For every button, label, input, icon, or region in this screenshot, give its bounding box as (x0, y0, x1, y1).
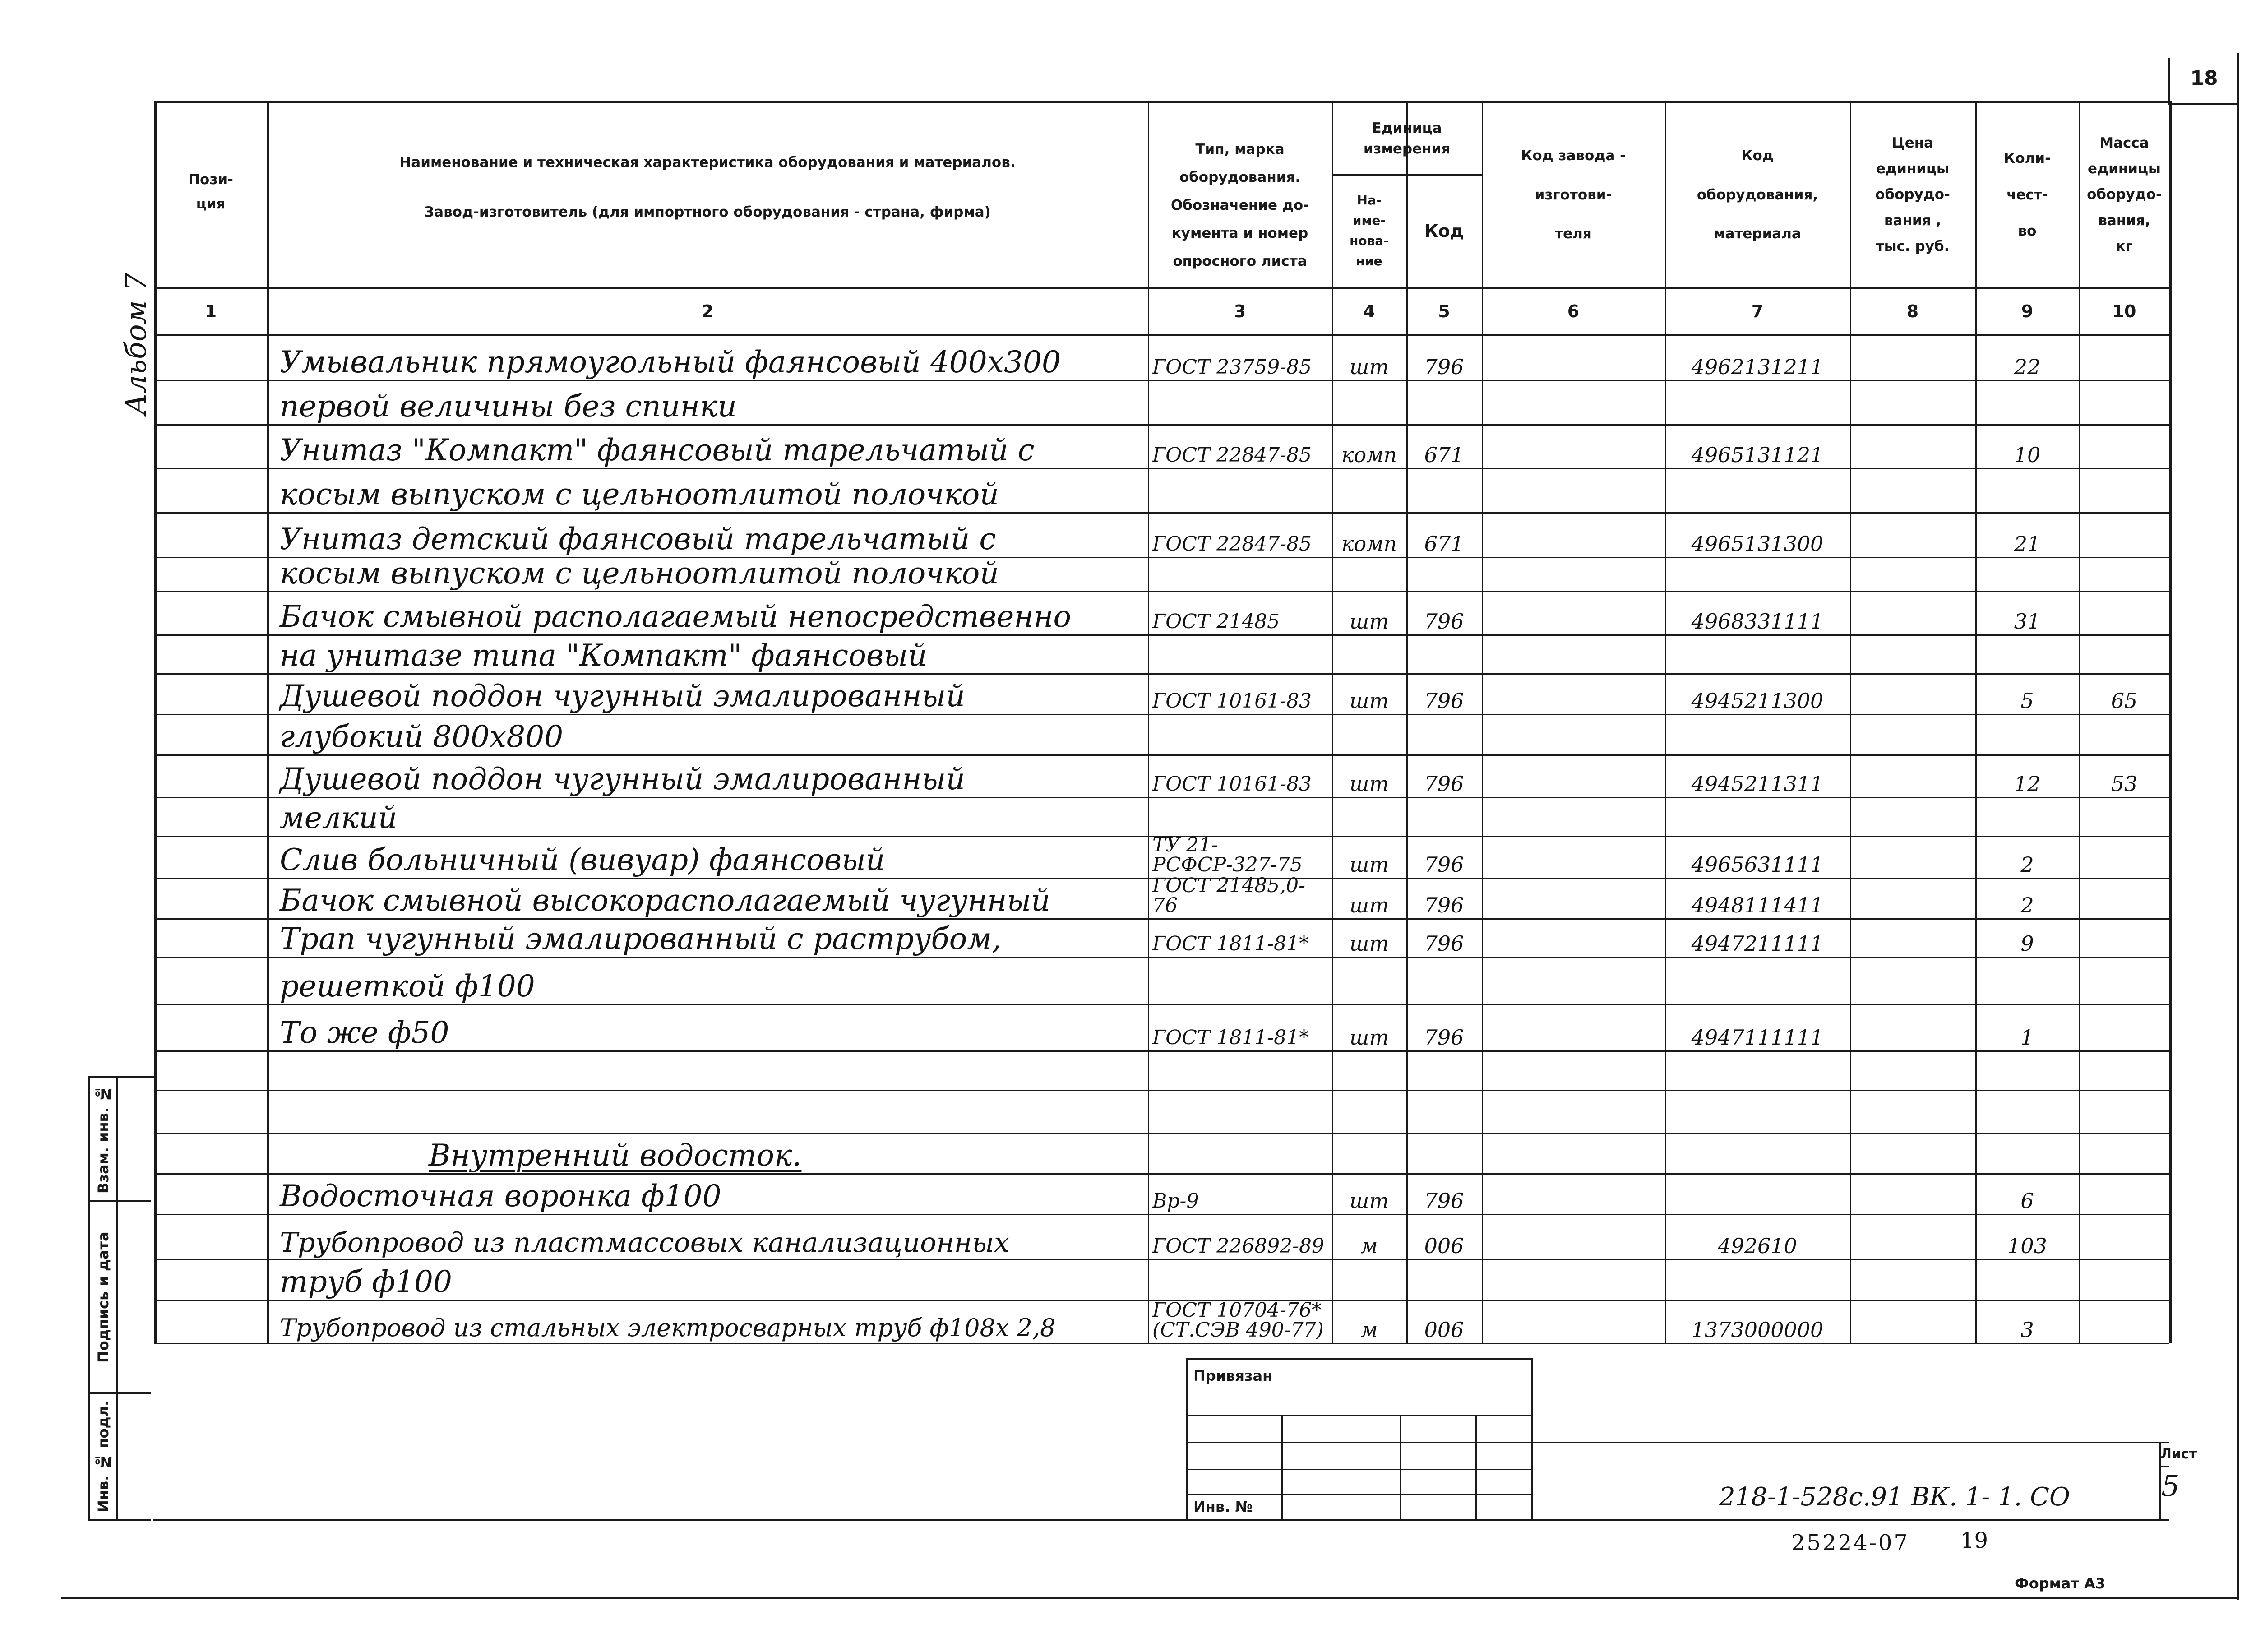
row-22-unit: м (1360, 1234, 1378, 1258)
row-18-unit (1332, 1050, 1406, 1090)
column-number-6: 6 (1567, 301, 1580, 321)
row-5-mass (2079, 512, 2169, 557)
row-22-mass (2079, 1214, 2169, 1259)
row-21-mass (2079, 1173, 2169, 1214)
row-16-name: решеткой ф100 (280, 969, 535, 1004)
row-18-doc (1152, 1050, 1330, 1090)
row-3-qty: 10 (2014, 443, 2041, 467)
header-factory-code: Код завода - изготови- теля (1521, 147, 1626, 242)
row-9-code: 796 (1424, 689, 1464, 713)
column-number-10: 10 (2112, 301, 2136, 321)
row-21-unit: шт (1349, 1189, 1389, 1213)
row-20-name: Внутренний водосток. (429, 1138, 802, 1173)
row-6-code (1406, 557, 1482, 591)
row-22-eq: 492610 (1718, 1234, 1797, 1258)
row-12-name: мелкий (280, 801, 398, 835)
row-3-unit: комп (1341, 443, 1397, 467)
row-15-qty: 9 (2020, 931, 2034, 956)
row-17-code: 796 (1424, 1025, 1464, 1050)
row-4-name: косым выпуском с цельноотлитой полочкой (280, 477, 999, 512)
row-12-eq (1665, 797, 1850, 836)
row-11-unit: шт (1349, 772, 1389, 796)
row-19-code (1406, 1090, 1482, 1133)
row-21-qty: 6 (2020, 1189, 2034, 1213)
row-15-code: 796 (1424, 931, 1464, 956)
column-number-4: 4 (1363, 301, 1375, 321)
row-17-doc: ГОСТ 1811-81* (1152, 1026, 1309, 1049)
side-stamp-inv-podl: Инв. № подл. (95, 1400, 112, 1513)
row-3-doc: ГОСТ 22847-85 (1152, 444, 1312, 467)
row-5-unit: комп (1341, 532, 1397, 556)
row-19-qty (1975, 1090, 2079, 1133)
row-16-code (1406, 957, 1482, 1004)
row-2-name: первой величины без спинки (280, 389, 737, 424)
row-15-doc: ГОСТ 1811-81* (1152, 932, 1309, 955)
row-7-mass (2079, 591, 2169, 634)
row-5-doc: ГОСТ 22847-85 (1152, 532, 1312, 555)
row-8-eq (1665, 634, 1850, 673)
row-16-mass (2079, 957, 2169, 1004)
row-8-doc (1152, 634, 1330, 673)
row-7-name: Бачок смывной располагаемый непосредственно (280, 599, 1072, 634)
row-3-mass (2079, 424, 2169, 468)
row-14-unit: шт (1349, 893, 1389, 917)
row-13-eq: 4965631111 (1691, 852, 1824, 877)
row-18-qty (1975, 1050, 2079, 1090)
header-name-line1: Наименование и техническая характеристика оборудования и материалов. (399, 154, 1016, 171)
row-20-mass (2079, 1133, 2169, 1173)
row-1-name: Умывальник прямоугольный фаянсовый 400х300 (280, 345, 1061, 379)
row-17-name: То же ф50 (280, 1015, 449, 1050)
row-9-doc: ГОСТ 10161-83 (1152, 689, 1312, 713)
row-15-mass (2079, 918, 2169, 957)
row-6-mass (2079, 557, 2169, 591)
bottom-border (61, 1597, 2239, 1599)
column-number-8: 8 (1906, 301, 1919, 321)
row-19-name (280, 1090, 1148, 1133)
row-23-eq (1665, 1259, 1850, 1300)
row-1-qty: 22 (2014, 355, 2041, 379)
row-12-mass (2079, 797, 2169, 836)
row-18-name (280, 1050, 1148, 1090)
row-1-doc: ГОСТ 23759-85 (1152, 356, 1312, 379)
row-7-code: 796 (1424, 609, 1464, 634)
header-type-mark: Тип, марка оборудования. Обозначение до- кумента и номер опросного листа (1170, 141, 1309, 269)
row-17-unit: шт (1349, 1025, 1389, 1050)
row-10-mass (2079, 714, 2169, 754)
row-23-doc (1152, 1259, 1330, 1300)
header-name-line2: Завод-изготовитель (для импортного оборудования - страна, фирма) (424, 204, 991, 220)
row-19-mass (2079, 1090, 2169, 1133)
row-14-qty: 2 (2020, 893, 2034, 917)
row-15-name: Трап чугунный эмалированный с раструбом, (280, 921, 1002, 956)
side-stamp-podpis: Подпись и дата (95, 1231, 112, 1363)
row-8-code (1406, 634, 1482, 673)
header-unit: Единица измерения (1363, 120, 1451, 157)
row-7-doc: ГОСТ 21485 (1152, 610, 1280, 633)
row-19-doc (1152, 1090, 1330, 1133)
row-2-eq (1665, 380, 1850, 424)
row-11-name: Душевой поддон чугунный эмалированный (280, 762, 965, 796)
row-4-eq (1665, 468, 1850, 512)
row-21-doc: Вр-9 (1152, 1189, 1199, 1212)
row-11-code: 796 (1424, 772, 1464, 796)
row-24-doc: ГОСТ 10704-76* (СТ.СЭВ 490-77) (1152, 1299, 1324, 1342)
row-6-doc (1152, 557, 1330, 591)
row-23-code (1406, 1259, 1482, 1300)
header-quantity: Коли- чест- во (2004, 150, 2051, 240)
row-10-name: глубокий 800х800 (280, 719, 564, 754)
row-11-mass: 53 (2111, 772, 2138, 796)
header-unit-name: На- име- нова- ние (1350, 193, 1389, 268)
row-19-eq (1665, 1090, 1850, 1133)
row-9-name: Душевой поддон чугунный эмалированный (280, 679, 965, 713)
row-8-mass (2079, 634, 2169, 673)
row-14-mass (2079, 878, 2169, 918)
row-9-unit: шт (1349, 689, 1389, 713)
row-12-doc (1152, 797, 1330, 836)
row-13-doc: ТУ 21-РСФСР-327-75 (1152, 833, 1303, 876)
row-9-qty: 5 (2020, 689, 2034, 713)
row-7-eq: 4968331111 (1691, 609, 1824, 634)
side-stamp-vzam: Взам. инв. № (95, 1085, 112, 1194)
row-3-code: 671 (1424, 443, 1464, 467)
row-23-unit (1332, 1259, 1406, 1300)
column-number-3: 3 (1234, 301, 1246, 321)
row-8-qty (1975, 634, 2079, 673)
row-11-eq: 4945211311 (1691, 772, 1824, 796)
row-2-unit (1332, 380, 1406, 424)
row-2-doc (1152, 380, 1330, 424)
row-1-eq: 4962131211 (1691, 355, 1824, 379)
row-15-eq: 4947211111 (1691, 931, 1824, 956)
row-16-unit (1332, 957, 1406, 1004)
row-13-unit: шт (1349, 852, 1389, 877)
row-16-eq (1665, 957, 1850, 1004)
row-20-unit (1332, 1133, 1406, 1173)
row-13-name: Слив больничный (вивуар) фаянсовый (280, 842, 885, 877)
row-10-code (1406, 714, 1482, 754)
outer-right-border (2237, 53, 2239, 1600)
row-5-eq: 4965131300 (1691, 532, 1824, 556)
row-4-mass (2079, 468, 2169, 512)
row-4-code (1406, 468, 1482, 512)
row-24-mass (2079, 1300, 2169, 1343)
row-6-eq (1665, 557, 1850, 591)
row-20-eq (1665, 1133, 1850, 1173)
row-7-qty: 31 (2014, 609, 2041, 634)
row-20-qty (1975, 1133, 2079, 1173)
row-4-unit (1332, 468, 1406, 512)
row-15-unit: шт (1349, 931, 1389, 956)
stamp-privyazan: Привязан (1193, 1367, 1273, 1384)
row-10-eq (1665, 714, 1850, 754)
header-position: Пози- ция (188, 171, 233, 212)
album-label: Альбом 7 (120, 273, 153, 415)
row-9-mass: 65 (2111, 689, 2138, 713)
row-16-doc (1152, 957, 1330, 1004)
row-3-name: Унитаз "Компакт" фаянсовый тарельчатый с (280, 433, 1035, 467)
column-number-9: 9 (2021, 301, 2034, 321)
row-20-code (1406, 1133, 1482, 1173)
header-equipment-code: Код оборудования, материала (1697, 147, 1818, 242)
row-23-name: труб ф100 (280, 1264, 453, 1299)
row-1-code: 796 (1424, 355, 1464, 379)
sheet-number-top: 18 (2190, 67, 2218, 90)
row-23-qty (1975, 1259, 2079, 1300)
footer-archive-number: 25224-07 (1791, 1530, 1909, 1555)
stamp-list-number: 5 (2161, 1470, 2180, 1503)
row-1-mass (2079, 336, 2169, 380)
row-14-eq: 4948111411 (1691, 893, 1824, 917)
row-18-eq (1665, 1050, 1850, 1090)
row-2-mass (2079, 380, 2169, 424)
row-16-qty (1975, 957, 2079, 1004)
row-24-eq: 1373000000 (1691, 1318, 1824, 1342)
header-mass: Масса единицы оборудо- вания, кг (2087, 134, 2162, 255)
row-17-eq: 4947111111 (1691, 1025, 1824, 1050)
row-2-qty (1975, 380, 2079, 424)
row-5-qty: 21 (2014, 532, 2041, 556)
column-number-7: 7 (1751, 301, 1764, 321)
row-22-qty: 103 (2007, 1234, 2047, 1258)
row-22-code: 006 (1424, 1234, 1464, 1258)
row-24-name: Трубопровод из стальных электросварных труб ф108х 2,8 (280, 1314, 1056, 1342)
row-12-unit (1332, 797, 1406, 836)
row-11-doc: ГОСТ 10161-83 (1152, 773, 1312, 796)
row-24-unit: м (1360, 1318, 1378, 1342)
row-9-eq: 4945211300 (1691, 689, 1824, 713)
row-13-code: 796 (1424, 852, 1464, 877)
row-11-qty: 12 (2014, 772, 2041, 796)
column-number-5: 5 (1438, 301, 1450, 321)
row-21-name: Водосточная воронка ф100 (280, 1179, 721, 1213)
header-unit-code: Код (1424, 221, 1464, 241)
row-21-eq (1665, 1173, 1850, 1214)
row-14-code: 796 (1424, 893, 1464, 917)
row-8-name: на унитазе типа "Компакт" фаянсовый (280, 638, 927, 673)
row-6-qty (1975, 557, 2079, 591)
row-18-mass (2079, 1050, 2169, 1090)
row-12-code (1406, 797, 1482, 836)
column-number-1: 1 (204, 301, 217, 321)
row-22-doc: ГОСТ 226892-89 (1152, 1235, 1325, 1258)
row-22-name: Трубопровод из пластмассовых канализационных (280, 1227, 1010, 1259)
stamp-doc-code: 218-1-528с.91 ВК. 1- 1. СО (1719, 1482, 2070, 1512)
stamp-inv-no: Инв. № (1193, 1498, 1253, 1515)
row-17-mass (2079, 1004, 2169, 1050)
row-19-unit (1332, 1090, 1406, 1133)
row-17-qty: 1 (2020, 1025, 2034, 1050)
row-10-doc (1152, 714, 1330, 754)
row-21-code: 796 (1424, 1189, 1464, 1213)
row-18-code (1406, 1050, 1482, 1090)
row-10-unit (1332, 714, 1406, 754)
row-12-qty (1975, 797, 2079, 836)
footer-format: Формат А3 (2015, 1575, 2106, 1592)
row-6-unit (1332, 557, 1406, 591)
header-price: Цена единицы оборудо- вания , тыс. руб. (1875, 134, 1950, 255)
stamp-list-label: Лист (2160, 1446, 2197, 1462)
column-number-2: 2 (701, 301, 714, 321)
row-6-name: косым выпуском с цельноотлитой полочкой (280, 556, 999, 591)
row-4-qty (1975, 468, 2079, 512)
row-13-mass (2079, 836, 2169, 878)
row-2-code (1406, 380, 1482, 424)
footer-page-number: 19 (1960, 1528, 1988, 1553)
row-4-doc (1152, 468, 1330, 512)
row-3-eq: 4965131121 (1691, 443, 1824, 467)
row-1-unit: шт (1349, 355, 1389, 379)
row-24-qty: 3 (2020, 1318, 2034, 1342)
row-13-qty: 2 (2020, 852, 2034, 877)
row-10-qty (1975, 714, 2079, 754)
row-20-doc (1152, 1133, 1330, 1173)
row-14-name: Бачок смывной высокорасполагаемый чугунный (280, 883, 1050, 918)
row-23-mass (2079, 1259, 2169, 1300)
row-8-unit (1332, 634, 1406, 673)
row-5-name: Унитаз детский фаянсовый тарельчатый с (280, 522, 996, 556)
row-7-unit: шт (1349, 609, 1389, 634)
row-14-doc: ГОСТ 21485,0-76 (1152, 874, 1306, 917)
row-24-code: 006 (1424, 1318, 1464, 1342)
row-5-code: 671 (1424, 532, 1464, 556)
